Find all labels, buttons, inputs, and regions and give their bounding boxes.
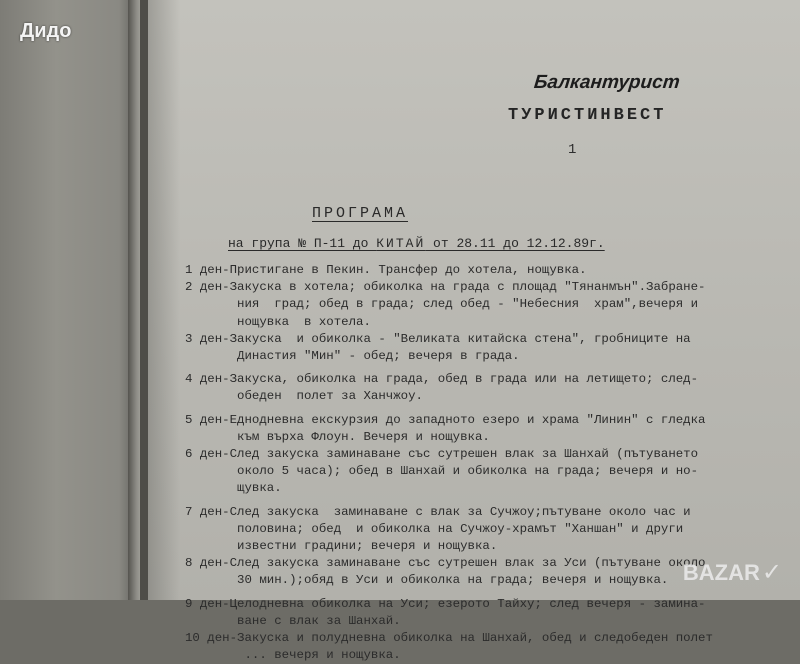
itinerary-line: щувка. (185, 481, 282, 496)
itinerary-item (185, 412, 785, 446)
itinerary-line: нощувка в хотела. (185, 314, 371, 329)
itinerary-item (185, 279, 785, 331)
document-subtitle (228, 236, 605, 251)
itinerary-line: 5 ден-Еднодневна екскурзия до западното езеро и храма "Линин" с гледка (185, 412, 706, 427)
itinerary-line: 9 ден-Целодневна обиколка на Уси; езерото Тайху; след вечеря - замина- (185, 596, 706, 611)
itinerary-item (185, 371, 785, 405)
brand-primary: Балкантурист (532, 72, 681, 93)
itinerary-line: към върха Флоун. Вечеря и нощувка. (185, 429, 490, 444)
itinerary-item (185, 262, 785, 279)
page-binding (140, 0, 148, 600)
itinerary-line: известни градини; вечеря и нощувка. (185, 539, 498, 554)
subtitle-group: на група № П-11 до (228, 236, 377, 251)
document-page (140, 0, 800, 663)
itinerary-line: 6 ден-След закуска заминаване със сутрешен влак за Шанхай (пътуването (185, 447, 699, 462)
itinerary-item (185, 596, 785, 630)
document-title: ПРОГРАМА (312, 205, 409, 222)
itinerary-list (185, 262, 785, 664)
itinerary-line: 8 ден-След закуска заминаване със сутрешен влак за Уси (пътуване около (185, 556, 706, 571)
bazar-logo (683, 560, 782, 586)
left-page (0, 0, 140, 600)
brand-secondary: ТУРИСТИНВЕСТ (508, 106, 667, 125)
itinerary-line: ване с влак за Шанхай. (185, 613, 401, 628)
itinerary-line: 1 ден-Пристигане в Пекин. Трансфер до хотела, нощувка. (185, 263, 587, 277)
itinerary-line: обеден полет за Ханчжоу. (185, 389, 423, 404)
page-number: 1 (568, 142, 577, 158)
checkmark-icon: ✓ (761, 559, 782, 586)
subtitle-dates: от 28.11 до 12.12.89г. (425, 236, 605, 251)
itinerary-line: ... вечеря и нощувка. (185, 648, 401, 663)
logo-text: BAZAR (682, 560, 760, 585)
itinerary-line: 7 ден-След закуска заминаване с влак за Сучжоу;пътуване около час и (185, 504, 691, 519)
itinerary-line: 30 мин.);обяд в Уси и обиколка на града; вечеря и нощувка. (185, 573, 669, 588)
itinerary-item (185, 630, 785, 664)
subtitle-destination: КИТАЙ (376, 236, 426, 251)
itinerary-item (185, 504, 785, 556)
itinerary-line: 2 ден-Закуска в хотела; обиколка на града с площад "Тянанмън".Забране- (185, 280, 706, 295)
itinerary-line: половина; обед и обиколка на Сучжоу-храмът "Ханшан" и други (185, 521, 684, 536)
itinerary-line: Династия "Мин" - обед; вечеря в града. (185, 349, 520, 364)
itinerary-line: 10 ден-Закуска и полудневна обиколка на Шанхай, обед и следобеден полет (185, 631, 713, 646)
itinerary-line: ния град; обед в града; след обед - "Небесния храм",вечеря и (185, 297, 699, 312)
itinerary-line: 3 ден-Закуска и обиколка - "Великата китайска стена", гробниците на (185, 331, 691, 346)
itinerary-item (185, 331, 785, 365)
itinerary-item (185, 446, 785, 498)
itinerary-line: 4 ден-Закуска, обиколка на града, обед в града или на летището; след- (185, 372, 699, 387)
itinerary-line: около 5 часа); обед в Шанхай и обиколка на града; вечеря и но- (185, 464, 699, 479)
site-watermark: Дидо (20, 20, 72, 42)
